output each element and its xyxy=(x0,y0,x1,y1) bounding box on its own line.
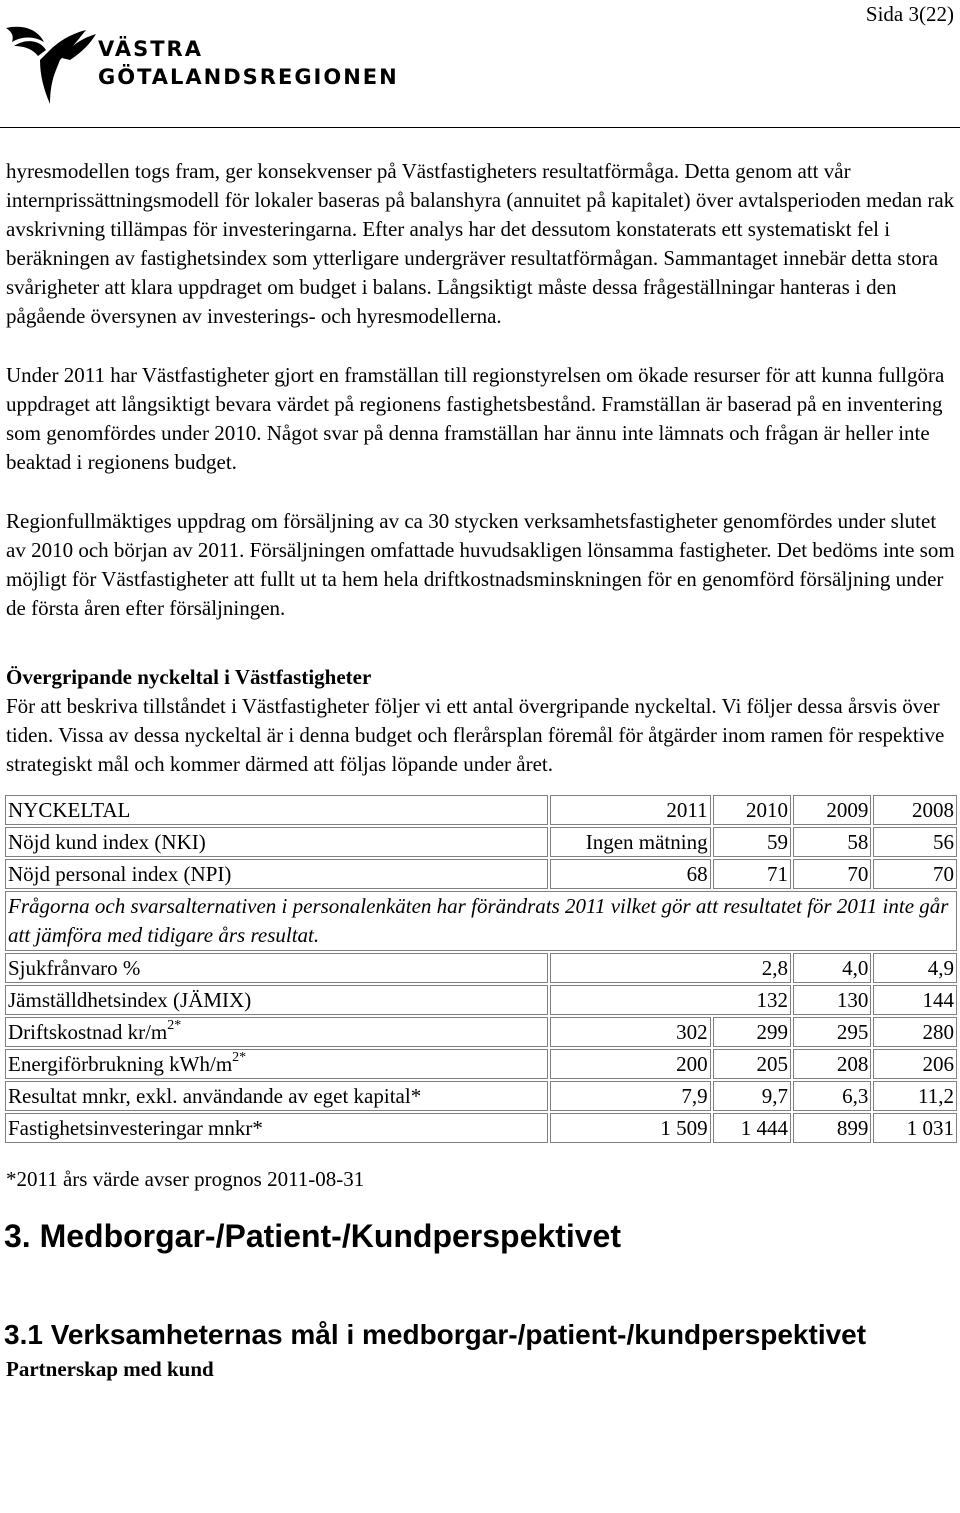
table-cell: 295 xyxy=(793,1017,871,1047)
table-cell: 299 xyxy=(713,1017,791,1047)
table-row xyxy=(5,827,957,857)
logo-line-1: VÄSTRA xyxy=(98,37,203,61)
table-note: Frågorna och svarsalternativen i personalenkäten har förändrats 2011 vilket gör att resultatet för 2011 inte går att jämföra med tidigare års resultat. xyxy=(5,891,957,951)
table-cell: 899 xyxy=(793,1113,871,1143)
table-cell: 4,0 xyxy=(793,953,871,983)
table-cell: 59 xyxy=(713,827,791,857)
table-cell: 6,3 xyxy=(793,1081,871,1111)
table-cell: 2,8 xyxy=(550,953,791,983)
table-row xyxy=(5,953,957,983)
superscript: 2* xyxy=(232,1050,247,1065)
paragraph-4: För att beskriva tillståndet i Västfastigheter följer vi ett antal övergripande nyckeltal. Vi följer dessa årsvis över tiden. Vissa av dessa nyckeltal är i denna budget och flerårsplan föremål för åtgärder inom ramen för respektive strategiskt mål och kommer därmed att följas löpande under året. xyxy=(6,694,945,776)
table-cell: Jämställdhetsindex (JÄMIX) xyxy=(5,985,548,1015)
table-cell: 1 509 xyxy=(550,1113,711,1143)
table-cell: 208 xyxy=(793,1049,871,1079)
table-cell: 280 xyxy=(873,1017,957,1047)
subsection-heading: 3.1 Verksamheternas mål i medborgar-/patient-/kundperspektivet xyxy=(4,1319,867,1350)
table-row xyxy=(5,1081,957,1111)
table-header-cell: 2010 xyxy=(713,795,791,825)
table-cell: 130 xyxy=(793,985,871,1015)
table-cell: 206 xyxy=(873,1049,957,1079)
table-header-cell: 2009 xyxy=(793,795,871,825)
table-cell-label: Energiförbrukning kWh/m xyxy=(8,1052,233,1076)
table-cell: 11,2 xyxy=(873,1081,957,1111)
header-divider xyxy=(0,127,960,128)
table-cell: 302 xyxy=(550,1017,711,1047)
table-cell: Ingen mätning xyxy=(550,827,711,857)
table-row xyxy=(5,1017,957,1047)
table-header-cell: NYCKELTAL xyxy=(5,795,548,825)
kpi-heading: Övergripande nyckeltal i Västfastigheter xyxy=(6,665,372,689)
table-cell xyxy=(5,1017,548,1047)
page-number: Sida 3(22) xyxy=(865,2,954,26)
vgr-logo xyxy=(4,20,424,110)
table-cell: 58 xyxy=(793,827,871,857)
table-cell: 70 xyxy=(873,859,957,889)
table-note-row xyxy=(5,891,957,951)
table-cell: Nöjd kund index (NKI) xyxy=(5,827,548,857)
partnership-heading: Partnerskap med kund xyxy=(6,1357,214,1381)
logo-line-2: GÖTALANDSREGIONEN xyxy=(98,65,399,89)
table-cell: 1 444 xyxy=(713,1113,791,1143)
table-cell: 7,9 xyxy=(550,1081,711,1111)
paragraph-2: Under 2011 har Västfastigheter gjort en framställan till regionstyrelsen om ökade resurser för att kunna fullgöra uppdraget att långsiktigt bevara värdet på regionens fastighetsbestånd. Framställan är baserad på en inventering som genomfördes under 2010. Något svar på denna framställan har ännu inte lämnats och frågan är heller inte beaktad i regionens budget. xyxy=(6,363,945,474)
table-cell: Nöjd personal index (NPI) xyxy=(5,859,548,889)
table-cell: 1 031 xyxy=(873,1113,957,1143)
table-cell: 144 xyxy=(873,985,957,1015)
table-cell: 200 xyxy=(550,1049,711,1079)
table-header-row xyxy=(5,795,957,825)
paragraph-3: Regionfullmäktiges uppdrag om försäljning av ca 30 stycken verksamhetsfastigheter genomfördes under slutet av 2010 och början av 2011. Försäljningen omfattade huvudsakligen lönsamma fastigheter. Det bedöms inte som möjligt för Västfastigheter att fullt ut ta hem hela driftkostnadsminskningen för en genomförd försäljning under de första åren efter försäljningen. xyxy=(6,509,955,620)
table-cell: Resultat mnkr, exkl. användande av eget kapital* xyxy=(5,1081,548,1111)
table-cell: 9,7 xyxy=(713,1081,791,1111)
vgr-logo-mark xyxy=(4,20,99,110)
table-cell-label: Driftskostnad kr/m xyxy=(8,1020,168,1044)
table-cell: 68 xyxy=(550,859,711,889)
table-cell: 71 xyxy=(713,859,791,889)
table-cell: Sjukfrånvaro % xyxy=(5,953,548,983)
page-content xyxy=(6,157,956,1382)
table-row xyxy=(5,1113,957,1143)
section-heading: 3. Medborgar-/Patient-/Kundperspektivet xyxy=(4,1218,621,1254)
footnote: *2011 års värde avser prognos 2011-08-31 xyxy=(6,1167,365,1191)
table-cell: Fastighetsinvesteringar mnkr* xyxy=(5,1113,548,1143)
table-cell: 205 xyxy=(713,1049,791,1079)
kpi-table xyxy=(3,793,959,1145)
table-row xyxy=(5,859,957,889)
table-cell: 132 xyxy=(550,985,791,1015)
table-cell: 70 xyxy=(793,859,871,889)
table-cell xyxy=(5,1049,548,1079)
table-cell: 56 xyxy=(873,827,957,857)
table-row xyxy=(5,985,957,1015)
table-row xyxy=(5,1049,957,1079)
superscript: 2* xyxy=(167,1018,182,1033)
paragraph-1: hyresmodellen togs fram, ger konsekvenser på Västfastigheters resultatförmåga. Detta genom att vår internprissättningsmodell för lokaler baseras på balanshyra (annuitet på kapitalet) över avtalsperioden medan rak avskrivning tillämpas för investeringarna. Efter analys har det dessutom konstaterats ett systematiskt fel i beräkningen av fastighetsindex som ytterligare undergräver resultatförmågan. Sammantaget innebär detta stora svårigheter att klara uppdraget om budget i balans. Långsiktigt måste dessa frågeställningar hanteras i den pågående översynen av investerings- och hyresmodellerna. xyxy=(6,159,955,328)
table-header-cell: 2011 xyxy=(550,795,711,825)
table-header-cell: 2008 xyxy=(873,795,957,825)
table-cell: 4,9 xyxy=(873,953,957,983)
